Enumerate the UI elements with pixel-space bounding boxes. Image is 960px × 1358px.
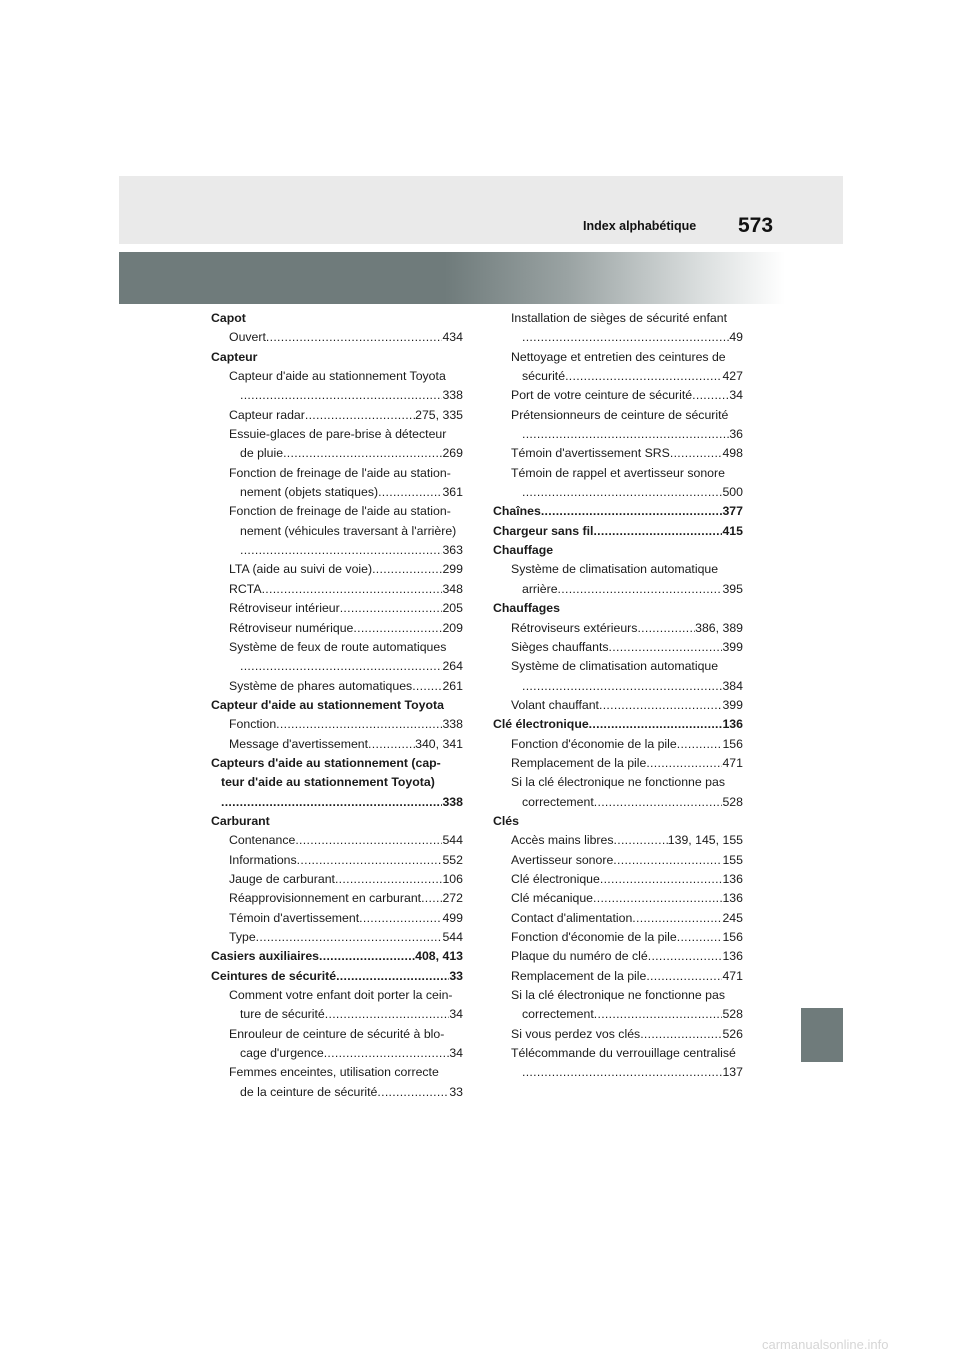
index-entry — [211, 599, 463, 618]
page-reference: 34 — [449, 1046, 463, 1061]
entry-text: Témoin de rappel et avertisseur sonore — [511, 465, 725, 480]
page-reference: 137 — [722, 1065, 743, 1080]
index-entry — [211, 928, 463, 947]
entry-text: Si la clé électronique ne fonctionne pas — [511, 775, 725, 790]
entry-text: cage d'urgence — [240, 1046, 324, 1061]
dot-leader — [377, 1083, 449, 1102]
page-number: 573 — [738, 214, 774, 237]
dot-leader — [372, 560, 442, 579]
entry-text: LTA (aide au suivi de voie) — [229, 562, 373, 577]
header-gradient-band — [119, 252, 843, 304]
index-entry — [493, 580, 743, 599]
page-reference: 136 — [722, 717, 743, 732]
index-entry — [493, 657, 743, 676]
entry-text: Nettoyage et entretien des ceintures de — [511, 349, 726, 364]
entry-text: Témoin d'avertissement SRS — [511, 446, 670, 461]
entry-text: Message d'avertissement — [229, 736, 369, 751]
index-entry — [211, 1025, 463, 1044]
page-reference: 156 — [722, 930, 743, 944]
entry-text: Fonction — [229, 717, 277, 732]
entry-text: Comment votre enfant doit porter la cein- — [229, 988, 453, 1003]
index-entry — [211, 522, 463, 541]
entry-text: correctement — [522, 794, 594, 809]
page-reference: 139, 145, 155 — [667, 833, 743, 848]
dot-leader — [593, 889, 722, 908]
index-entry-heading — [493, 541, 743, 560]
index-entry — [211, 541, 463, 560]
page-reference: 299 — [442, 562, 463, 577]
index-entry — [493, 367, 743, 386]
entry-text: Capteur d'aide au stationnement Toyota — [229, 369, 446, 384]
dot-leader — [378, 483, 442, 502]
page-reference: 544 — [442, 833, 463, 848]
entry-text: Ouvert — [229, 330, 266, 345]
index-entry — [493, 619, 743, 638]
entry-text: Enrouleur de ceinture de sécurité à blo- — [229, 1026, 445, 1041]
entry-text: Système de phares automatiques — [229, 678, 413, 693]
index-entry — [493, 1063, 743, 1082]
index-entry — [493, 773, 743, 792]
entry-text: Rétroviseur numérique — [229, 620, 354, 635]
dot-leader — [646, 967, 722, 986]
entry-text: Remplacement de la pile — [511, 968, 647, 983]
dot-leader — [670, 444, 723, 463]
dot-leader — [600, 870, 723, 889]
dot-leader — [325, 1005, 450, 1024]
page-reference: 399 — [722, 697, 743, 712]
page-reference: 399 — [722, 639, 743, 654]
dot-leader — [262, 580, 443, 599]
page-reference: 544 — [442, 930, 463, 944]
page-reference: 261 — [442, 678, 463, 693]
page-reference: 36 — [729, 427, 743, 442]
entry-text: teur d'aide au stationnement Toyota) — [221, 775, 435, 790]
entry-text: Système de feux de route automatiques — [229, 639, 447, 654]
dot-leader — [283, 444, 442, 463]
dot-leader — [637, 619, 695, 638]
dot-leader — [599, 696, 722, 715]
entry-text: Volant chauffant — [511, 697, 599, 712]
index-entry — [211, 909, 463, 928]
dot-leader — [594, 1005, 723, 1024]
index-entry — [493, 1005, 743, 1024]
index-entry — [493, 444, 743, 463]
index-entry — [211, 677, 463, 696]
entry-text: Capteurs d'aide au stationnement (cap- — [211, 755, 441, 770]
index-entry — [493, 309, 743, 328]
index-entry — [211, 657, 463, 676]
page-reference: 272 — [442, 891, 463, 906]
page-reference: 269 — [442, 446, 463, 461]
dot-leader — [368, 735, 415, 754]
index-entry — [211, 619, 463, 638]
entry-text: Clé électronique — [493, 717, 589, 732]
index-entry — [493, 793, 743, 812]
dot-leader — [609, 638, 723, 657]
entry-text: nement (objets statiques) — [240, 485, 379, 500]
dot-leader — [340, 599, 443, 618]
index-entry — [211, 986, 463, 1005]
index-entry — [211, 1044, 463, 1063]
dot-leader — [295, 831, 442, 850]
dot-leader — [522, 677, 722, 696]
index-entry — [211, 367, 463, 386]
entry-text: correctement — [522, 1007, 594, 1022]
entry-text: Chauffages — [493, 601, 560, 616]
index-entry — [493, 909, 743, 928]
entry-text: Clé mécanique — [511, 891, 594, 906]
page-reference: 155 — [722, 852, 743, 867]
entry-text: Capot — [211, 311, 246, 325]
entry-text: de pluie — [240, 446, 284, 461]
page-reference: 528 — [722, 794, 743, 809]
entry-text: arrière — [522, 581, 558, 596]
index-entry — [211, 715, 463, 734]
index-entry — [211, 464, 463, 483]
page-reference: 363 — [442, 543, 463, 558]
dot-leader — [677, 928, 723, 947]
page-reference: 528 — [722, 1007, 743, 1022]
page-reference: 205 — [442, 601, 463, 616]
entry-text: Chargeur sans fil — [493, 523, 594, 538]
entry-text: Sièges chauffants — [511, 639, 609, 654]
page-reference: 361 — [442, 485, 463, 500]
index-entry-heading — [493, 599, 743, 618]
entry-text: Capteur d'aide au stationnement Toyota — [211, 697, 444, 712]
entry-text: Prétensionneurs de ceinture de sécurité — [511, 407, 729, 422]
index-entry-heading — [211, 947, 463, 966]
entry-text: ture de sécurité — [240, 1007, 325, 1022]
dot-leader — [614, 831, 668, 850]
entry-text: Témoin d'avertissement — [229, 910, 360, 925]
entry-text: Accès mains libres — [511, 833, 614, 848]
page-reference: 209 — [442, 620, 463, 635]
entry-text: Télécommande du verrouillage centralisé — [511, 1046, 736, 1061]
index-entry — [211, 773, 463, 792]
index-entry-heading — [211, 812, 463, 831]
dot-leader — [276, 715, 442, 734]
index-entry — [211, 793, 463, 812]
entry-text: Rétroviseurs extérieurs — [511, 620, 638, 635]
index-entry-heading — [211, 754, 463, 773]
index-entry — [493, 947, 743, 966]
index-entry — [211, 1063, 463, 1082]
dot-leader — [335, 870, 443, 889]
dot-leader — [646, 754, 722, 773]
page-reference: 340, 341 — [415, 736, 463, 751]
entry-text: Avertisseur sonore — [511, 852, 614, 867]
index-entry — [493, 1044, 743, 1063]
dot-leader — [640, 1025, 722, 1044]
entry-text: de la ceinture de sécurité — [240, 1084, 378, 1099]
entry-text: Plaque du numéro de clé — [511, 949, 648, 964]
page-reference: 384 — [722, 678, 743, 693]
page-reference: 33 — [449, 1084, 463, 1099]
index-column-right — [493, 309, 743, 1083]
index-entry — [493, 967, 743, 986]
index-entry — [493, 386, 743, 405]
index-entry — [493, 677, 743, 696]
index-entry — [211, 406, 463, 425]
dot-leader — [522, 483, 722, 502]
page-reference: 136 — [722, 949, 743, 964]
index-entry — [493, 696, 743, 715]
entry-text: Clés — [493, 813, 519, 828]
entry-text: Contenance — [229, 833, 296, 848]
entry-text: RCTA — [229, 581, 262, 596]
entry-text: Fonction de freinage de l'aide au station- — [229, 465, 451, 480]
index-entry-heading — [493, 812, 743, 831]
index-entry — [493, 986, 743, 1005]
index-entry — [211, 483, 463, 502]
index-entry-heading — [211, 696, 463, 715]
page-reference: 49 — [729, 330, 743, 345]
dot-leader — [266, 328, 443, 347]
page-reference: 500 — [722, 485, 743, 500]
index-entry — [211, 1083, 463, 1102]
index-entry — [211, 1005, 463, 1024]
page-reference: 33 — [449, 968, 463, 983]
entry-text: Installation de sièges de sécurité enfant — [511, 311, 728, 325]
dot-leader — [359, 909, 442, 928]
dot-leader — [319, 947, 415, 966]
page-reference: 395 — [722, 581, 743, 596]
index-entry — [493, 889, 743, 908]
index-entry — [493, 754, 743, 773]
entry-text: Chaînes — [493, 504, 541, 519]
index-entry — [493, 425, 743, 444]
entry-text: Capteur — [211, 349, 258, 364]
index-entry — [211, 425, 463, 444]
index-entry — [493, 735, 743, 754]
page-reference: 434 — [442, 330, 463, 345]
entry-text: Si vous perdez vos clés — [511, 1026, 641, 1041]
entry-text: nement (véhicules traversant à l'arrière) — [240, 523, 457, 538]
entry-text: Fonction d'économie de la pile — [511, 930, 677, 944]
dot-leader — [558, 580, 723, 599]
index-entry — [493, 464, 743, 483]
dot-leader — [353, 619, 442, 638]
page-reference: 34 — [729, 388, 743, 403]
dot-leader — [541, 502, 723, 521]
entry-text: Ceintures de sécurité — [211, 968, 337, 983]
watermark: carmanualsonline.info — [762, 1337, 889, 1352]
page-reference: 264 — [442, 659, 463, 674]
dot-leader — [522, 328, 729, 347]
entry-text: Rétroviseur intérieur — [229, 601, 340, 616]
entry-text: Remplacement de la pile — [511, 755, 647, 770]
dot-leader — [305, 406, 415, 425]
entry-text: Type — [229, 930, 256, 944]
entry-text: Femmes enceintes, utilisation correcte — [229, 1065, 439, 1080]
dot-leader — [692, 386, 729, 405]
index-entry-heading — [211, 348, 463, 367]
entry-text: Essuie-glaces de pare-brise à détecteur — [229, 427, 447, 442]
dot-leader — [613, 851, 722, 870]
page-reference: 427 — [722, 369, 743, 384]
dot-leader — [522, 1063, 722, 1082]
entry-text: Clé électronique — [511, 871, 600, 886]
dot-leader — [221, 793, 442, 812]
dot-leader — [240, 657, 442, 676]
page-reference: 156 — [722, 736, 743, 751]
entry-text: Chauffage — [493, 543, 554, 558]
entry-text: Port de votre ceinture de sécurité — [511, 388, 693, 403]
entry-text: Système de climatisation automatique — [511, 659, 719, 674]
page-reference: 471 — [722, 968, 743, 983]
page-reference: 386, 389 — [695, 620, 743, 635]
index-entry — [493, 483, 743, 502]
entry-text: Informations — [229, 852, 297, 867]
page-reference: 245 — [722, 910, 743, 925]
index-entry — [493, 328, 743, 347]
page-reference: 498 — [722, 446, 743, 461]
dot-leader — [594, 793, 723, 812]
page-reference: 136 — [722, 871, 743, 886]
index-entry — [493, 560, 743, 579]
dot-leader — [522, 425, 729, 444]
index-entry-heading — [493, 522, 743, 541]
page-reference: 136 — [722, 891, 743, 906]
index-entry — [493, 928, 743, 947]
index-entry — [211, 889, 463, 908]
entry-text: Système de climatisation automatique — [511, 562, 719, 577]
index-entry — [493, 348, 743, 367]
dot-leader — [240, 386, 442, 405]
page-reference: 106 — [442, 871, 463, 886]
index-entry — [211, 580, 463, 599]
dot-leader — [421, 889, 442, 908]
page-reference: 338 — [442, 794, 463, 809]
page-reference: 552 — [442, 852, 463, 867]
dot-leader — [589, 715, 723, 734]
section-title: Index alphabétique — [583, 219, 697, 233]
page-reference: 275, 335 — [415, 407, 463, 422]
header-band — [119, 176, 843, 244]
dot-leader — [297, 851, 443, 870]
dot-leader — [648, 947, 723, 966]
dot-leader — [565, 367, 722, 386]
index-entry — [493, 870, 743, 889]
index-entry — [493, 851, 743, 870]
entry-text: Fonction d'économie de la pile — [511, 736, 677, 751]
index-entry — [211, 638, 463, 657]
index-entry — [211, 502, 463, 521]
index-entry — [211, 831, 463, 850]
index-entry — [211, 851, 463, 870]
dot-leader — [256, 928, 443, 947]
index-entry — [211, 444, 463, 463]
index-entry — [211, 870, 463, 889]
index-entry — [493, 406, 743, 425]
entry-text: Si la clé électronique ne fonctionne pas — [511, 988, 725, 1003]
entry-text: Fonction de freinage de l'aide au station- — [229, 504, 451, 519]
chapter-thumb-tab — [801, 1008, 843, 1062]
index-entry — [493, 638, 743, 657]
dot-leader — [593, 522, 722, 541]
index-entry — [211, 560, 463, 579]
dot-leader — [412, 677, 442, 696]
index-entry — [211, 735, 463, 754]
page-reference: 526 — [722, 1026, 743, 1041]
index-entry-heading — [493, 715, 743, 734]
index-column-left — [211, 309, 463, 1102]
index-entry — [211, 328, 463, 347]
entry-text: Capteur radar — [229, 407, 305, 422]
dot-leader — [632, 909, 722, 928]
entry-text: Jauge de carburant — [229, 871, 335, 886]
page-reference: 471 — [722, 755, 743, 770]
index-entry — [211, 386, 463, 405]
page-reference: 408, 413 — [415, 949, 463, 964]
entry-text: sécurité — [522, 369, 566, 384]
page-reference: 499 — [442, 910, 463, 925]
page-reference: 34 — [449, 1007, 463, 1022]
entry-text: Réapprovisionnement en carburant — [229, 891, 422, 906]
dot-leader — [677, 735, 723, 754]
index-entry — [493, 1025, 743, 1044]
page-reference: 377 — [722, 504, 743, 519]
entry-text: Contact d'alimentation — [511, 910, 633, 925]
page-reference: 338 — [442, 388, 463, 403]
index-entry-heading — [493, 502, 743, 521]
entry-text: Casiers auxiliaires — [211, 949, 320, 964]
page-reference: 338 — [442, 717, 463, 732]
dot-leader — [240, 541, 442, 560]
page-reference: 348 — [442, 581, 463, 596]
dot-leader — [336, 967, 449, 986]
index-entry-heading — [211, 967, 463, 986]
index-entry-heading — [211, 309, 463, 328]
entry-text: Carburant — [211, 813, 270, 828]
index-entry — [493, 831, 743, 850]
dot-leader — [324, 1044, 450, 1063]
page-reference: 415 — [722, 523, 743, 538]
